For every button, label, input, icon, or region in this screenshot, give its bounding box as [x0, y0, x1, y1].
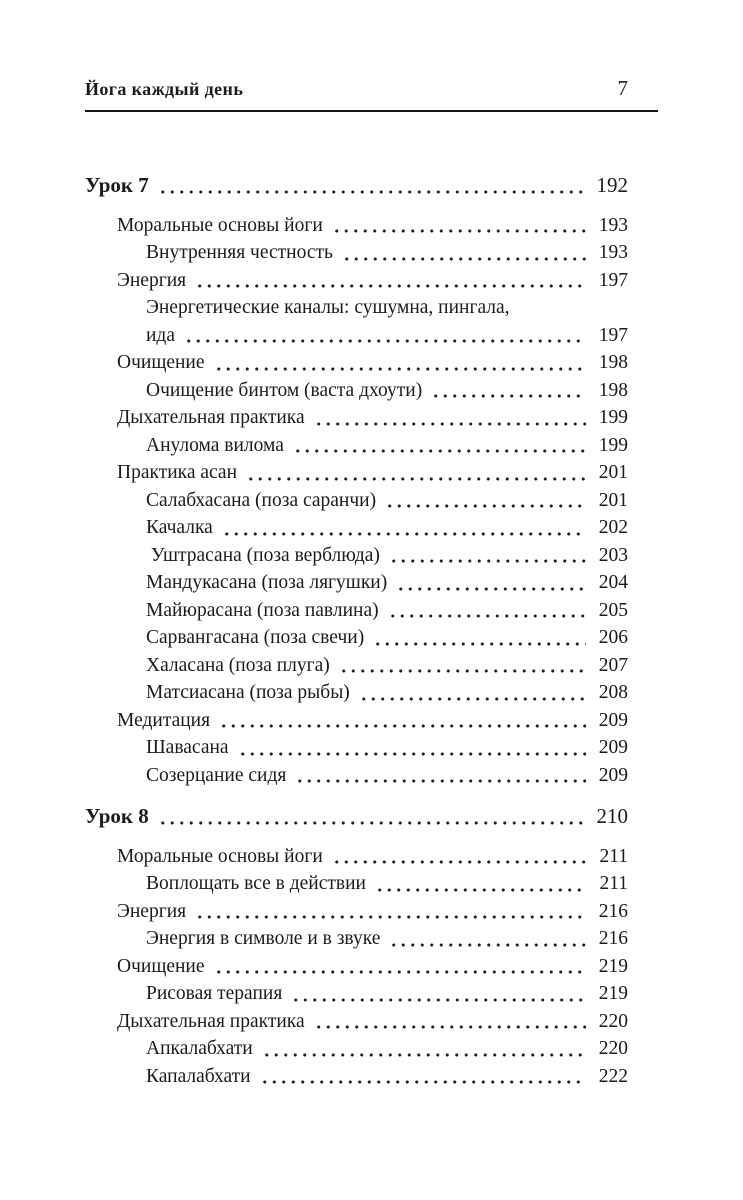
toc-entry — [85, 803, 628, 831]
toc-entry-page: 219 — [598, 955, 628, 977]
toc-entry — [146, 432, 628, 460]
toc-entry-page: 201 — [598, 462, 628, 483]
toc-entry-page: 211 — [599, 873, 628, 894]
toc-entry-label: Моральные основы йоги — [117, 214, 323, 236]
toc-entry-label: Энергия — [117, 269, 187, 291]
toc-entry — [117, 459, 628, 487]
dot-leader — [289, 980, 586, 1008]
toc-entry-page: 198 — [598, 379, 628, 401]
toc-entry-label: Энергия в символе и в звуке — [146, 928, 381, 949]
dot-leader — [212, 953, 586, 981]
dot-leader — [258, 1063, 586, 1091]
toc-entry-page: 210 — [596, 804, 628, 828]
dot-leader — [156, 172, 586, 200]
toc-entry-page: 209 — [598, 737, 628, 758]
dot-leader — [212, 349, 586, 377]
toc-entry-page: 193 — [598, 242, 628, 263]
toc-entry-page: 197 — [598, 324, 628, 346]
dot-leader — [429, 377, 586, 405]
toc-entry — [146, 925, 628, 953]
toc-entry-label: Дыхательная практика — [117, 407, 305, 428]
toc-entry-page: 199 — [598, 407, 628, 428]
toc-entry — [146, 870, 628, 898]
toc-entry-wrap-line: Энергетические каналы: сушумна, пингала, — [146, 297, 510, 318]
toc-entry — [146, 734, 628, 762]
toc-entry-label: ида — [146, 324, 176, 346]
toc-entry — [117, 267, 628, 295]
dot-leader — [220, 514, 586, 542]
dot-leader — [244, 459, 586, 487]
toc-entry-page: 205 — [598, 599, 628, 621]
page-number: 7 — [617, 76, 628, 100]
toc-entry — [146, 322, 628, 350]
toc-entry — [146, 597, 628, 625]
toc-entry — [146, 569, 628, 597]
toc-entry-label: Анулома вилома — [146, 434, 284, 456]
dot-leader — [387, 542, 586, 570]
dot-leader — [330, 843, 586, 871]
dot-leader — [312, 1008, 586, 1036]
toc-entry-label: Медитация — [117, 709, 211, 731]
toc-entry — [146, 1035, 628, 1063]
toc-entry-page: 206 — [598, 627, 628, 648]
dot-leader — [371, 624, 586, 652]
toc-entry-label: Энергия — [117, 900, 187, 922]
toc-entry-page: 207 — [598, 654, 628, 676]
toc-entry-page: 208 — [598, 682, 628, 703]
toc-entry — [117, 212, 628, 240]
dot-leader — [293, 762, 586, 790]
toc — [85, 112, 658, 1090]
toc-entry-page: 202 — [598, 517, 628, 538]
dot-leader — [291, 432, 586, 460]
toc-entry-label: Шавасана — [146, 737, 229, 758]
toc-entry-label: Урок 8 — [85, 804, 149, 828]
dot-leader — [386, 597, 586, 625]
toc-entry-page: 201 — [598, 489, 628, 511]
dot-leader — [182, 322, 586, 350]
toc-entry-label: Матсиасана (поза рыбы) — [146, 682, 350, 703]
toc-entry — [146, 1063, 628, 1091]
toc-entry-label: Внутренняя честность — [146, 242, 333, 263]
toc-entry-label: Рисовая терапия — [146, 983, 283, 1004]
toc-entry-page: 216 — [598, 928, 628, 949]
toc-entry — [117, 1008, 628, 1036]
toc-entry-label: Майюрасана (поза павлина) — [146, 599, 379, 621]
dot-leader — [330, 212, 586, 240]
running-header — [85, 76, 658, 101]
toc-entry-label: Практика асан — [117, 462, 238, 483]
running-head-title: Йога каждый день — [85, 79, 244, 99]
dot-leader — [383, 487, 586, 515]
toc-entry-page: 211 — [599, 845, 628, 867]
dot-leader — [394, 569, 586, 597]
dot-leader — [193, 898, 586, 926]
dot-leader — [337, 652, 586, 680]
toc-entry — [117, 707, 628, 735]
toc-entry-page: 198 — [598, 352, 628, 373]
toc-entry-label: Урок 7 — [85, 173, 149, 197]
toc-entry-page: 197 — [598, 269, 628, 291]
toc-entry-page: 192 — [596, 173, 628, 197]
toc-entry-page: 220 — [598, 1010, 628, 1032]
toc-entry-label: Воплощать все в действии — [146, 873, 366, 894]
toc-entry — [117, 953, 628, 981]
toc-entry-page: 209 — [598, 709, 628, 731]
toc-entry-label: Очищение — [117, 352, 205, 373]
toc-entry-page: 222 — [598, 1065, 628, 1087]
toc-entry — [146, 239, 628, 267]
toc-entry-label: Очищение бинтом (васта дхоути) — [146, 379, 423, 401]
toc-entry-label: Дыхательная практика — [117, 1010, 305, 1032]
dot-leader — [193, 267, 586, 295]
dot-leader — [357, 679, 586, 707]
toc-entry-label: Уштрасана (поза верблюда) — [146, 544, 380, 566]
toc-entry-page: 203 — [598, 544, 628, 566]
dot-leader — [260, 1035, 586, 1063]
toc-entry — [146, 762, 628, 790]
toc-entry-label: Очищение — [117, 955, 205, 977]
toc-entry-label: Халасана (поза плуга) — [146, 654, 330, 676]
toc-entry — [117, 898, 628, 926]
dot-leader — [387, 925, 586, 953]
dot-leader — [236, 734, 586, 762]
toc-entry-page: 193 — [598, 214, 628, 236]
dot-leader — [156, 803, 586, 831]
toc-entry — [146, 652, 628, 680]
toc-entry-label: Сарвангасана (поза свечи) — [146, 627, 365, 648]
toc-entry-label: Апкалабхати — [146, 1038, 253, 1059]
toc-entry — [117, 404, 628, 432]
toc-entry-label: Качалка — [146, 517, 213, 538]
toc-entry-page: 219 — [598, 983, 628, 1004]
dot-leader — [217, 707, 586, 735]
toc-entry-label: Созерцание сидя — [146, 764, 287, 786]
toc-entry — [146, 487, 628, 515]
dot-leader — [340, 239, 586, 267]
toc-entry-page: 220 — [598, 1038, 628, 1059]
toc-entry-label: Салабхасана (поза саранчи) — [146, 489, 377, 511]
toc-entry — [146, 624, 628, 652]
toc-entry — [85, 172, 628, 200]
dot-leader — [373, 870, 586, 898]
toc-entry — [117, 843, 628, 871]
toc-entry-page: 216 — [598, 900, 628, 922]
toc-entry-label: Моральные основы йоги — [117, 845, 323, 867]
toc-entry-page: 209 — [598, 764, 628, 786]
toc-entry — [146, 679, 628, 707]
toc-entry-page: 204 — [598, 572, 628, 593]
toc-entry — [146, 514, 628, 542]
toc-entry-label: Капалабхати — [146, 1065, 251, 1087]
dot-leader — [312, 404, 586, 432]
toc-entry — [146, 980, 628, 1008]
toc-entry — [117, 349, 628, 377]
toc-entry-label: Мандукасана (поза лягушки) — [146, 572, 388, 593]
toc-entry — [146, 542, 628, 570]
toc-entry — [146, 377, 628, 405]
toc-entry-page: 199 — [598, 434, 628, 456]
